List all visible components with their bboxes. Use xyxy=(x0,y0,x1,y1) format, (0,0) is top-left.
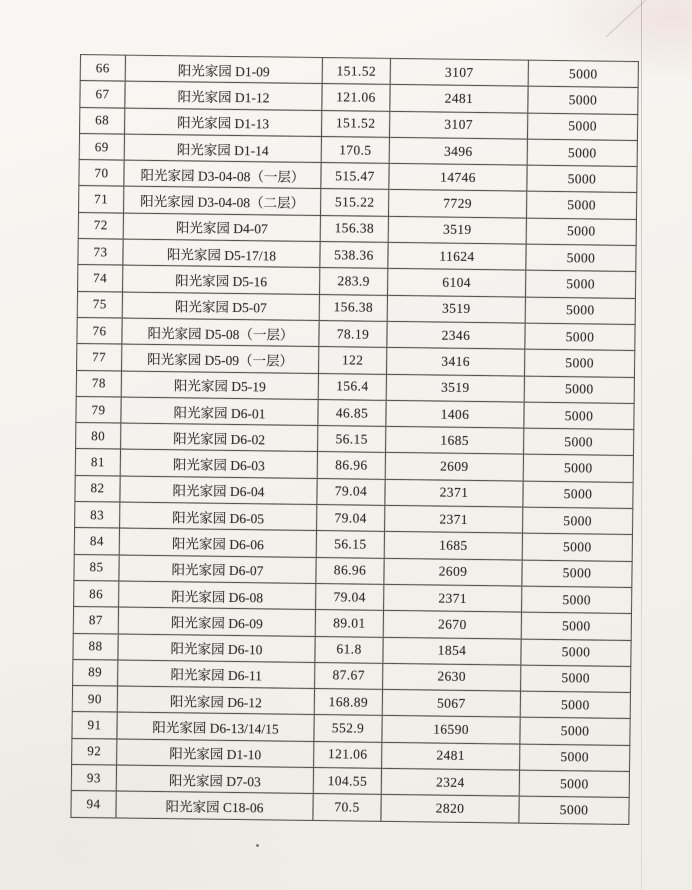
deposit-value-cell: 5000 xyxy=(525,270,635,298)
row-number-cell: 87 xyxy=(73,607,118,634)
property-name-cell: 阳光家园 D6-12 xyxy=(117,686,314,715)
property-name-cell: 阳光家园 D6-08 xyxy=(119,581,316,610)
deposit-value-cell: 5000 xyxy=(524,349,634,377)
property-name-cell: 阳光家园 D5-08（一层） xyxy=(122,318,319,347)
row-number-cell: 79 xyxy=(76,396,121,423)
property-name-cell: 阳光家园 D6-04 xyxy=(120,476,317,505)
area-value-cell: 156.38 xyxy=(320,215,388,242)
amount-value-cell: 2670 xyxy=(383,611,521,639)
deposit-value-cell: 5000 xyxy=(520,718,630,746)
amount-value-cell: 2324 xyxy=(381,768,519,796)
property-name-cell: 阳光家园 D6-07 xyxy=(119,555,316,584)
area-value-cell: 104.55 xyxy=(313,768,381,795)
amount-value-cell: 11624 xyxy=(388,242,526,270)
property-name-cell: 阳光家园 D5-07 xyxy=(122,292,319,321)
property-name-cell: 阳光家园 D5-09（一层） xyxy=(122,344,319,373)
page-corner-crease xyxy=(606,0,661,37)
amount-value-cell: 3107 xyxy=(389,111,527,139)
table-body xyxy=(71,55,639,825)
property-name-cell: 阳光家园 D5-16 xyxy=(123,265,320,294)
row-number-cell: 68 xyxy=(80,107,125,134)
ink-speck xyxy=(256,844,259,847)
row-number-cell: 90 xyxy=(72,686,117,713)
deposit-value-cell: 5000 xyxy=(523,481,633,509)
area-value-cell: 56.15 xyxy=(316,531,384,558)
area-value-cell: 46.85 xyxy=(318,399,386,426)
row-number-cell: 66 xyxy=(80,55,125,82)
amount-value-cell: 2371 xyxy=(385,505,523,533)
row-number-cell: 73 xyxy=(78,239,123,266)
amount-value-cell: 1685 xyxy=(386,427,524,455)
property-name-cell: 阳光家园 D1-09 xyxy=(125,55,322,84)
row-number-cell: 89 xyxy=(73,659,118,686)
amount-value-cell: 5067 xyxy=(382,689,520,717)
area-value-cell: 168.89 xyxy=(314,689,382,716)
area-value-cell: 156.38 xyxy=(319,294,387,321)
amount-value-cell: 2630 xyxy=(383,663,521,691)
row-number-cell: 84 xyxy=(74,528,119,555)
row-number-cell: 88 xyxy=(73,633,118,660)
amount-value-cell: 1854 xyxy=(383,637,521,665)
row-number-cell: 75 xyxy=(77,291,122,318)
deposit-value-cell: 5000 xyxy=(519,796,629,824)
area-value-cell: 156.4 xyxy=(318,373,386,400)
amount-value-cell: 3416 xyxy=(387,348,525,376)
row-number-cell: 80 xyxy=(76,423,121,450)
deposit-value-cell: 5000 xyxy=(521,639,631,667)
area-value-cell: 89.01 xyxy=(315,610,383,637)
area-value-cell: 87.67 xyxy=(315,662,383,689)
property-name-cell: 阳光家园 D6-03 xyxy=(120,449,317,478)
area-value-cell: 79.04 xyxy=(317,478,385,505)
area-value-cell: 170.5 xyxy=(321,136,389,163)
deposit-value-cell: 5000 xyxy=(524,376,634,404)
deposit-value-cell: 5000 xyxy=(521,665,631,693)
deposit-value-cell: 5000 xyxy=(526,244,636,272)
deposit-value-cell: 5000 xyxy=(528,60,638,88)
row-number-cell: 77 xyxy=(77,344,122,371)
area-value-cell: 61.8 xyxy=(315,636,383,663)
row-number-cell: 93 xyxy=(71,764,116,791)
row-number-cell: 92 xyxy=(72,738,117,765)
amount-value-cell: 3519 xyxy=(387,295,525,323)
deposit-value-cell: 5000 xyxy=(522,560,632,588)
deposit-value-cell: 5000 xyxy=(526,218,636,246)
amount-value-cell: 1685 xyxy=(384,532,522,560)
page-edge-line xyxy=(641,0,642,890)
property-name-cell: 阳光家园 D6-11 xyxy=(118,660,315,689)
area-value-cell: 122 xyxy=(319,347,387,374)
area-value-cell: 121.06 xyxy=(322,84,390,111)
amount-value-cell: 2481 xyxy=(390,85,528,113)
area-value-cell: 79.04 xyxy=(316,583,384,610)
deposit-value-cell: 5000 xyxy=(524,402,634,430)
property-name-cell: 阳光家园 D6-09 xyxy=(118,607,315,636)
area-value-cell: 515.22 xyxy=(320,189,388,216)
table-region xyxy=(70,54,639,825)
property-name-cell: 阳光家园 D1-12 xyxy=(125,81,322,110)
amount-value-cell: 3519 xyxy=(386,374,524,402)
amount-value-cell: 2820 xyxy=(381,795,519,823)
row-number-cell: 67 xyxy=(80,81,125,108)
row-number-cell: 86 xyxy=(74,580,119,607)
amount-value-cell: 7729 xyxy=(388,190,526,218)
amount-value-cell: 2371 xyxy=(385,479,523,507)
deposit-value-cell: 5000 xyxy=(521,612,631,640)
property-name-cell: 阳光家园 D6-13/14/15 xyxy=(117,712,314,741)
deposit-value-cell: 5000 xyxy=(525,323,635,351)
deposit-value-cell: 5000 xyxy=(526,192,636,220)
area-value-cell: 86.96 xyxy=(317,452,385,479)
table-row xyxy=(71,791,629,824)
row-number-cell: 82 xyxy=(75,475,120,502)
amount-value-cell: 16590 xyxy=(382,716,520,744)
row-number-cell: 71 xyxy=(79,186,124,213)
property-name-cell: 阳光家园 D1-14 xyxy=(124,134,321,163)
property-name-cell: 阳光家园 D6-02 xyxy=(121,423,318,452)
deposit-value-cell: 5000 xyxy=(527,113,637,141)
property-name-cell: 阳光家园 D1-13 xyxy=(124,108,321,137)
row-number-cell: 69 xyxy=(79,133,124,160)
property-fee-table xyxy=(70,54,639,825)
area-value-cell: 515.47 xyxy=(321,163,389,190)
row-number-cell: 78 xyxy=(76,370,121,397)
row-number-cell: 91 xyxy=(72,712,117,739)
row-number-cell: 70 xyxy=(79,160,124,187)
property-name-cell: 阳光家园 D5-19 xyxy=(121,371,318,400)
amount-value-cell: 6104 xyxy=(387,269,525,297)
deposit-value-cell: 5000 xyxy=(522,586,632,614)
deposit-value-cell: 5000 xyxy=(523,455,633,483)
property-name-cell: 阳光家园 D4-07 xyxy=(123,213,320,242)
property-name-cell: 阳光家园 D6-06 xyxy=(119,528,316,557)
deposit-value-cell: 5000 xyxy=(522,533,632,561)
property-name-cell: 阳光家园 D6-10 xyxy=(118,634,315,663)
deposit-value-cell: 5000 xyxy=(520,744,630,772)
amount-value-cell: 3519 xyxy=(388,216,526,244)
property-name-cell: 阳光家园 D6-01 xyxy=(121,397,318,426)
deposit-value-cell: 5000 xyxy=(527,165,637,193)
property-name-cell: 阳光家园 C18-06 xyxy=(116,791,313,820)
deposit-value-cell: 5000 xyxy=(525,297,635,325)
property-name-cell: 阳光家园 D6-05 xyxy=(120,502,317,531)
row-number-cell: 74 xyxy=(78,265,123,292)
area-value-cell: 552.9 xyxy=(314,715,382,742)
amount-value-cell: 2481 xyxy=(382,742,520,770)
row-number-cell: 76 xyxy=(77,317,122,344)
area-value-cell: 151.52 xyxy=(322,58,390,85)
deposit-value-cell: 5000 xyxy=(519,770,629,798)
amount-value-cell: 2609 xyxy=(385,453,523,481)
property-name-cell: 阳光家园 D7-03 xyxy=(116,765,313,794)
row-number-cell: 81 xyxy=(75,449,120,476)
amount-value-cell: 2609 xyxy=(384,558,522,586)
row-number-cell: 83 xyxy=(75,502,120,529)
property-name-cell: 阳光家园 D1-10 xyxy=(117,739,314,768)
amount-value-cell: 3107 xyxy=(390,58,528,86)
deposit-value-cell: 5000 xyxy=(524,428,634,456)
amount-value-cell: 1406 xyxy=(386,400,524,428)
area-value-cell: 151.52 xyxy=(321,110,389,137)
area-value-cell: 538.36 xyxy=(320,242,388,269)
area-value-cell: 78.19 xyxy=(319,320,387,347)
amount-value-cell: 2346 xyxy=(387,321,525,349)
row-number-cell: 85 xyxy=(74,554,119,581)
deposit-value-cell: 5000 xyxy=(527,139,637,167)
area-value-cell: 79.04 xyxy=(317,505,385,532)
area-value-cell: 283.9 xyxy=(320,268,388,295)
deposit-value-cell: 5000 xyxy=(520,691,630,719)
property-name-cell: 阳光家园 D3-04-08（一层） xyxy=(124,160,321,189)
area-value-cell: 86.96 xyxy=(316,557,384,584)
deposit-value-cell: 5000 xyxy=(523,507,633,535)
area-value-cell: 121.06 xyxy=(314,741,382,768)
amount-value-cell: 2371 xyxy=(384,584,522,612)
area-value-cell: 56.15 xyxy=(318,426,386,453)
row-number-cell: 94 xyxy=(71,791,116,818)
row-number-cell: 72 xyxy=(78,212,123,239)
property-name-cell: 阳光家园 D5-17/18 xyxy=(123,239,320,268)
amount-value-cell: 14746 xyxy=(389,164,527,192)
property-name-cell: 阳光家园 D3-04-08（二层） xyxy=(124,187,321,216)
deposit-value-cell: 5000 xyxy=(528,86,638,114)
area-value-cell: 70.5 xyxy=(313,794,381,821)
amount-value-cell: 3496 xyxy=(389,137,527,165)
